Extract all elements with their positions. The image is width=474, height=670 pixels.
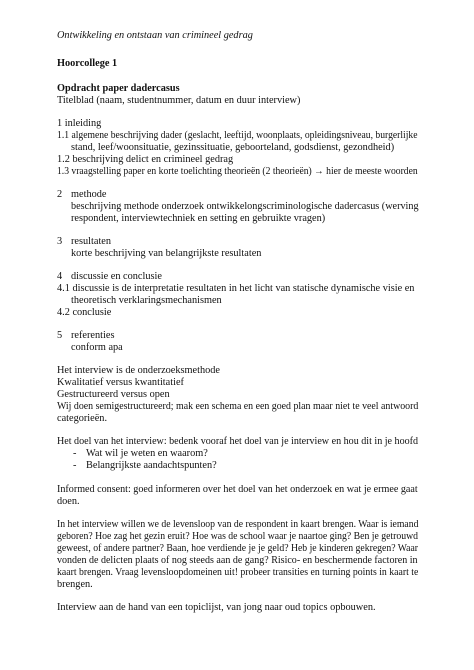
interview-line-2: Kwalitatief versus kwantitatief (57, 377, 184, 388)
interview-line-3: Gestructureerd versus open (57, 389, 170, 400)
section-2-desc-line2: respondent, interviewtechniek en setting en gebruikte vragen) (71, 213, 326, 224)
interview-line-4: Wij doen semigestructureerd; mak een schema en een goed plan maar niet te veel antwoord (57, 401, 419, 412)
consent-line-2: doen. (57, 496, 80, 507)
bullet-item-1: Wat wil je weten en waarom? (86, 448, 208, 459)
life-course-line-1: In het interview willen we de levensloop van de respondent in kaart brengen. Waar is iemand (57, 519, 419, 530)
section-2-desc-line1: beschrijving methode onderzoek ontwikkelongscriminologische dadercasus (werving (71, 201, 419, 212)
life-course-line-4: vonden de delicten plaats of nog steeds aan de gang? Risico- en beschermende factoren in (57, 555, 418, 566)
item-4-1-line2: theoretisch verklaringsmechanismen (71, 295, 222, 306)
life-course-line-5: kaart brengen. Vraag levensloopdomeinen uit! probeer transities en turning points in kaart te (57, 567, 419, 578)
topic-list-line: Interview aan de hand van een topiclijst, van jong naar oud topics opbouwen. (57, 602, 376, 613)
item-1-3: 1.3 vraagstelling paper en korte toelichting theorieën (2 theorieën) → hier de meeste woorden (57, 166, 418, 177)
section-2-title: methode (71, 189, 107, 200)
life-course-line-2: geboren? Hoe zag het gezin eruit? Hoe was de school waar je naartoe ging? Ben je getrouwd (57, 531, 418, 542)
title-page-line: Titelblad (naam, studentnummer, datum en duur interview) (57, 95, 301, 106)
lecture-heading: Hoorcollege 1 (57, 58, 118, 69)
interview-line-5: categorieën. (57, 413, 108, 424)
consent-line-1: Informed consent: goed informeren over het doel van het onderzoek en wat je ermee gaat (57, 484, 418, 495)
item-4-1-line1: 4.1 discussie is de interpretatie resultaten in het licht van statische dynamische visie en (57, 283, 415, 294)
section-1-title: 1 inleiding (57, 118, 102, 129)
goal-line: Het doel van het interview: bedenk vooraf het doel van je interview en hou dit in je hoofd (57, 436, 419, 447)
life-course-line-3: geweest, of andere partner? Baan, hoe verdiende je je geld? Heb je kinderen gekregen? Waar (57, 543, 419, 554)
section-5-title: referenties (71, 330, 115, 341)
section-2-number: 2 (57, 189, 63, 200)
section-5-number: 5 (57, 330, 63, 341)
bullet-dash-1: - (73, 448, 77, 459)
section-4-number: 4 (57, 271, 63, 282)
section-3-title: resultaten (71, 236, 112, 247)
section-5-desc: conform apa (71, 342, 123, 353)
item-1-2: 1.2 beschrijving delict en crimineel gedrag (57, 154, 234, 165)
section-3-desc: korte beschrijving van belangrijkste resultaten (71, 248, 262, 259)
running-header: Ontwikkeling en ontstaan van crimineel gedrag (57, 30, 253, 41)
life-course-line-6: brengen. (57, 579, 93, 590)
item-4-2: 4.2 conclusie (57, 307, 112, 318)
assignment-heading: Opdracht paper dadercasus (57, 83, 180, 94)
interview-line-1: Het interview is de onderzoeksmethode (57, 365, 220, 376)
section-4-title: discussie en conclusie (71, 271, 162, 282)
bullet-dash-2: - (73, 460, 77, 471)
item-1-1-line1: 1.1 algemene beschrijving dader (geslacht, leeftijd, woonplaats, opleidingsniveau, burgerlijke (57, 130, 418, 141)
section-3-number: 3 (57, 236, 63, 247)
bullet-item-2: Belangrijkste aandachtspunten? (86, 460, 217, 471)
item-1-1-line2: stand, leef/woonsituatie, gezinssituatie, geboorteland, godsdienst, gezondheid) (71, 142, 395, 153)
